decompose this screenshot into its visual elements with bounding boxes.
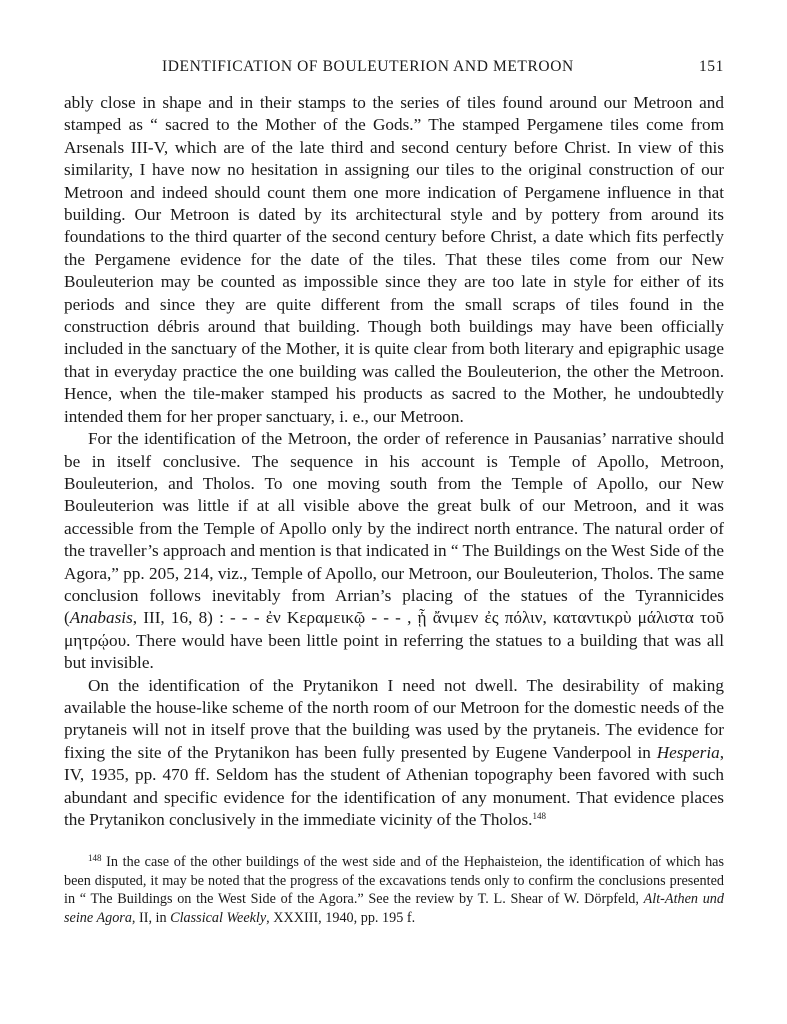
footnote-italic-2: Classical Weekly: [170, 909, 267, 926]
footnote-148: [64, 853, 724, 927]
paragraph-1-text: ably close in shape and in their stamps to the series of tiles found around our Metroon and stamped as “ sacred to the Mother of the Gods.” The stamped Pergamene tiles come from Arsenals III-V, which are of the late third and second century before Christ. In view of this similarity, I have now no hesitation in assigning our tiles to the original construction of our Metroon and indeed should count them one more indication of Pergamene influence in that building. Our Metroon is dated by its architectural style and by pottery from around its foundations to the third quarter of the second century before Christ, a date which fits perfectly the Pergamene evidence for the date of the tiles. That these tiles come from our New Bouleuterion may be counted as impossible since they are too late in style for either of its periods and since they are quite different from the small scraps of tiles found in the construction débris around that building. Though both buildings may have been officially included in the sanctuary of the Mother, it is quite clear from both literary and epigraphic usage that in everyday practice the one building was called the Bouleuterion, the other the Metroon. Hence, when the tile-maker stamped his products as sacred to the Mother, he undoubtedly intended them for her proper sanctuary, i. e., our Metroon.: [64, 93, 724, 426]
footnote-text-b: , II, in: [131, 909, 171, 926]
anabasis-title: Anabasis: [69, 608, 133, 628]
hesperia-title: Hesperia: [656, 742, 720, 762]
running-head-title: IDENTIFICATION OF BOULEUTERION AND METROON: [162, 58, 574, 75]
page-number: 151: [698, 58, 724, 75]
running-head: [64, 52, 724, 82]
paragraph-2-text-a: For the identification of the Metroon, the order of reference in Pausanias’ narrative should be in itself conclusive. The sequence in his account is Temple of Apollo, Metroon, Bouleuterion, and Tholos. To one moving south from the Temple of Apollo, our New Bouleuterion was little if at all visible above the great bulk of our Metroon, and it was accessible from the Temple of Apollo only by the indirect north entrance. The natural order of the traveller’s approach and mention is that indicated in “ The Buildings on the West Side of the Agora,” pp. 205, 214, viz., Temple of Apollo, our Metroon, our Bouleuterion, Tholos. The same conclusion follows inevitably from Arrian’s placing of the statues of the Tyrannicides (: [64, 429, 724, 628]
paragraph-3-text-b: , IV, 1935, pp. 470 ff. Seldom has the student of Athenian topography been favored with such abundant and specific evidence for the identification of any monument. That evidence places the Prytanikon conclusively in the immediate vicinity of the Tholos.: [64, 742, 724, 829]
body-text: [64, 92, 724, 831]
paragraph-2-text-b: , III, 16, 8) : - - - ἐν Κεραμεικῷ - - - , ᾗ ἄνιμεν ἐς πόλιν, καταντικρὺ μάλιστα τοῦ μητρῴου. There would have been little point in referring the statues to a building that was all but invisible.: [64, 608, 724, 673]
footnote-text-c: , XXXIII, 1940, pp. 195 f.: [266, 909, 416, 926]
paragraph-3-text-a: On the identification of the Prytanikon I need not dwell. The desirability of making available the house-like scheme of the north room of our Metroon for the domestic needs of the prytaneis will not in itself prove that the building was used by the prytaneis. The evidence for fixing the site of the Prytanikon has been fully presented by Eugene Vanderpool in: [64, 675, 724, 762]
paragraph-3: [64, 675, 724, 832]
paragraph-2: [64, 428, 724, 674]
paragraph-1: [64, 92, 724, 428]
paper-page: [64, 52, 724, 927]
footnote-text-a: In the case of the other buildings of the west side and of the Hephaisteion, the identification of which has been disputed, it may be noted that the progress of the excavations tends only to confirm the conclusions presented in “ The Buildings on the West Side of the Agora.” See the review by T. L. Shear of W. Dörpfeld,: [64, 854, 724, 908]
footnote-number: 148: [88, 853, 102, 864]
footnote-italic-1: Alt-Athen und seine Agora: [64, 891, 724, 926]
footnote-reference-148: 148: [532, 811, 546, 821]
